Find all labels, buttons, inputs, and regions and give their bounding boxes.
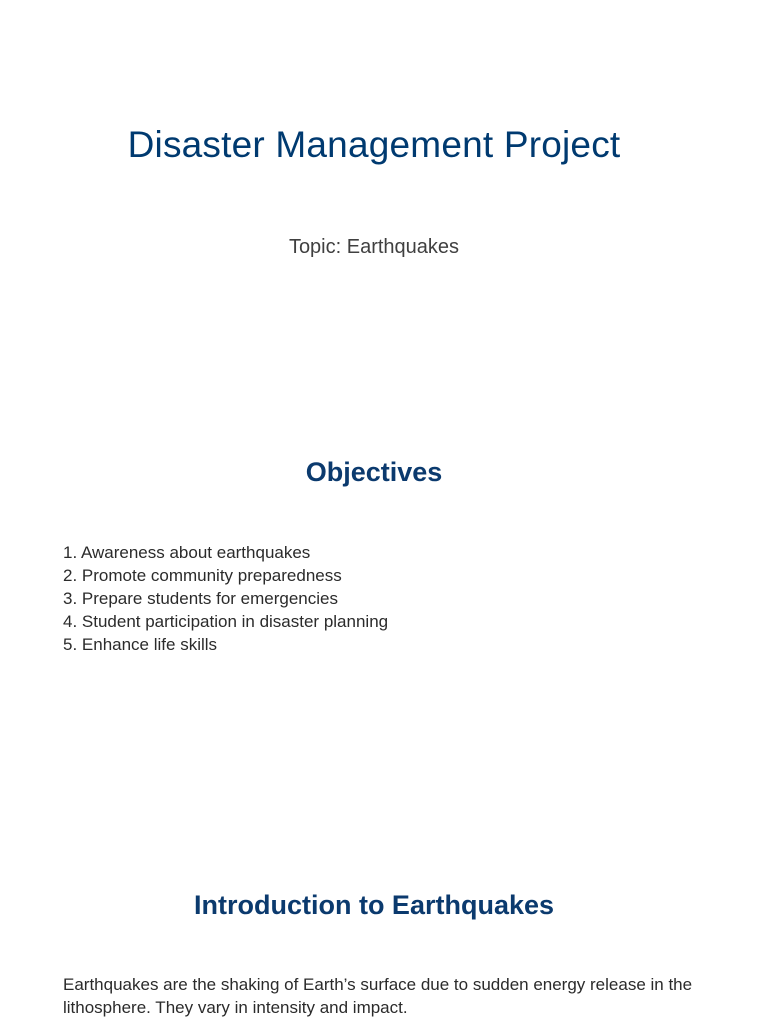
objectives-heading: Objectives [305,457,443,487]
list-item: 4. Student participation in disaster planning [63,612,389,631]
introduction-paragraph: Earthquakes are the shaking of Earth’s surface due to sudden energy release in the lithosphere. They vary in intensity and impact. [63,975,693,1017]
topic-subtitle: Topic: Earthquakes [288,236,460,258]
introduction-heading: Introduction to Earthquakes [193,890,555,920]
list-item: 1. Awareness about earthquakes [63,543,311,562]
list-item: 3. Prepare students for emergencies [63,589,338,608]
page-title: Disaster Management Project [127,124,621,165]
list-item: 2. Promote community preparedness [63,566,342,585]
objectives-list [63,541,388,656]
list-item: 5. Enhance life skills [63,635,218,654]
